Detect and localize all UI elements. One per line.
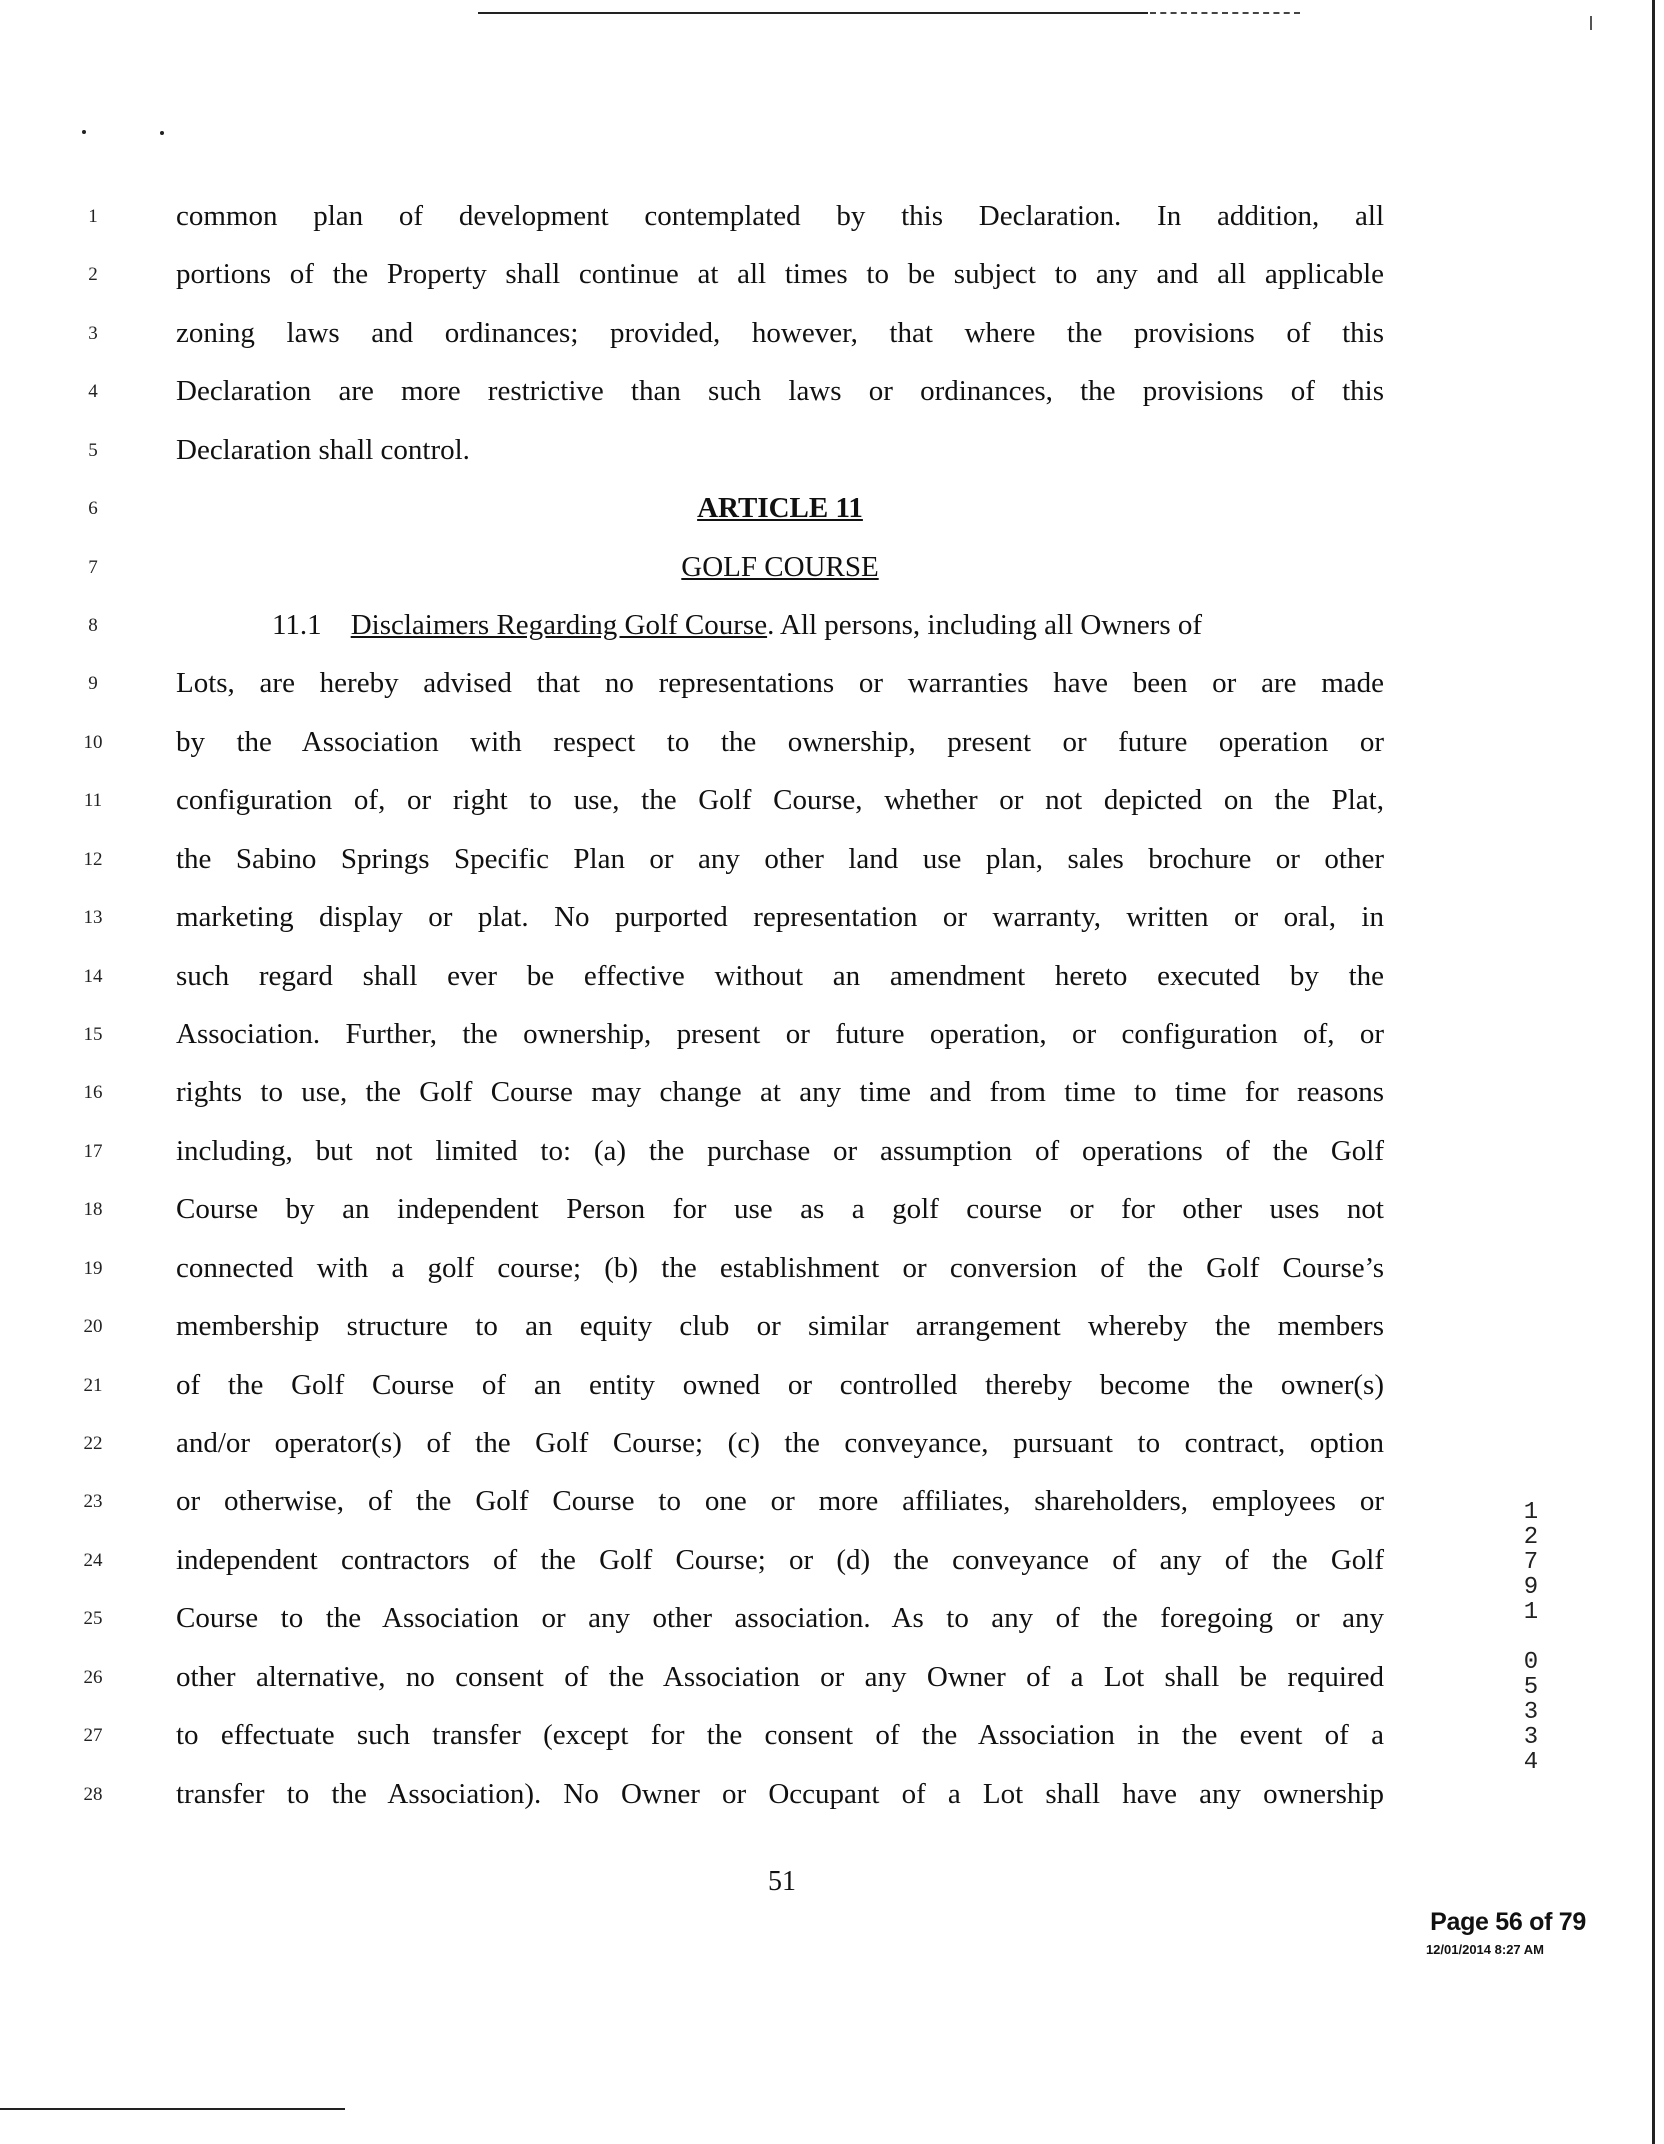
side-code-digit: 7 [1523,1549,1539,1576]
section-number: 11.1 [272,609,322,641]
text-line: to effectuate such transfer (except for the consent of the Association in the event of a [176,1719,1384,1751]
line-number: 16 [83,1082,103,1103]
line-number: 19 [83,1258,103,1279]
line-number: 1 [88,206,98,227]
line-number: 25 [83,1608,103,1629]
text-line: zoning laws and ordinances; provided, however, that where the provisions of this [176,317,1384,349]
text-line: transfer to the Association). No Owner or Occupant of a Lot shall have any ownership [176,1778,1384,1810]
line-number: 17 [83,1141,103,1162]
recording-timestamp: 12/01/2014 8:27 AM [1425,1942,1544,1957]
line-number: 6 [88,498,98,519]
scan-top-dash [1150,12,1300,14]
article-title [176,549,1384,585]
text-line: or otherwise, of the Golf Course to one or more affiliates, shareholders, employees or [176,1485,1384,1517]
line-number: 24 [83,1550,103,1571]
text-line: Declaration are more restrictive than such laws or ordinances, the provisions of this [176,375,1384,407]
page-number: 51 [768,1866,796,1897]
scan-dot [160,131,164,135]
text-line: membership structure to an equity club or similar arrangement whereby the members [176,1310,1384,1342]
article-title-text: GOLF COURSE [681,551,879,583]
line-number: 10 [83,732,103,753]
text-line: Declaration shall control. [176,434,470,466]
text-line: Course by an independent Person for use as a golf course or for other uses not [176,1193,1384,1225]
text-line: Course to the Association or any other association. As to any of the foregoing or any [176,1602,1384,1634]
text-line: rights to use, the Golf Course may change at any time and from time to time for reasons [176,1076,1384,1108]
line-number: 3 [88,323,98,344]
line-number: 13 [83,907,103,928]
side-document-code [1516,1500,1546,1775]
text-line: the Sabino Springs Specific Plan or any other land use plan, sales brochure or other [176,843,1384,875]
text-line: such regard shall ever be effective without an amendment hereto executed by the [176,960,1384,992]
text-line: common plan of development contemplated by this Declaration. In addition, all [176,200,1384,232]
side-code-digit: 4 [1523,1749,1539,1776]
text-line: marketing display or plat. No purported representation or warranty, written or oral, in [176,901,1384,933]
side-code-digit: 2 [1523,1524,1539,1551]
side-code-digit: 5 [1523,1674,1539,1701]
side-code-digit: 9 [1523,1574,1539,1601]
line-number: 9 [88,673,98,694]
recording-page-stamp: Page 56 of 79 [1430,1908,1586,1936]
line-number: 14 [83,966,103,987]
line-number: 2 [88,264,98,285]
text-line: configuration of, or right to use, the Golf Course, whether or not depicted on the Plat, [176,784,1384,816]
line-number: 12 [83,849,103,870]
line-number: 4 [88,381,98,402]
section-first-line [176,607,1384,643]
line-number: 22 [83,1433,103,1454]
section-title: Disclaimers Regarding Golf Course [350,609,768,641]
line-number: 27 [83,1725,103,1746]
text-line: of the Golf Course of an entity owned or controlled thereby become the owner(s) [176,1369,1384,1401]
text-line: portions of the Property shall continue at all times to be subject to any and all applicable [176,258,1384,290]
scan-bottom-rule [0,2108,345,2110]
side-code-digit: 3 [1523,1699,1539,1726]
text-line: independent contractors of the Golf Course; or (d) the conveyance of any of the Golf [176,1544,1384,1576]
scan-top-rule [478,12,1148,14]
article-heading-text: ARTICLE 11 [697,492,863,524]
line-number: 18 [83,1199,103,1220]
line-number: 21 [83,1375,103,1396]
scan-dot [82,130,86,134]
side-code-digit: 1 [1523,1599,1539,1626]
line-number: 8 [88,615,98,636]
text-line: other alternative, no consent of the Association or any Owner of a Lot shall be required [176,1661,1384,1693]
scan-tick-mark [1590,16,1592,30]
side-code-digit: 3 [1523,1724,1539,1751]
line-number: 23 [83,1491,103,1512]
section-first-line-rest: . All persons, including all Owners of [767,609,1203,641]
side-code-digit: 0 [1523,1649,1539,1676]
text-line: Lots, are hereby advised that no representations or warranties have been or are made [176,667,1384,699]
line-number: 7 [88,557,98,578]
line-number: 26 [83,1667,103,1688]
text-line: connected with a golf course; (b) the establishment or conversion of the Golf Course’s [176,1252,1384,1284]
text-line: including, but not limited to: (a) the purchase or assumption of operations of the Golf [176,1135,1384,1167]
side-code-digit: 1 [1523,1499,1539,1526]
line-number: 11 [83,790,103,811]
article-heading [176,490,1384,526]
line-number: 5 [88,440,98,461]
line-number: 28 [83,1784,103,1805]
text-line: and/or operator(s) of the Golf Course; (c) the conveyance, pursuant to contract, option [176,1427,1384,1459]
line-number: 15 [83,1024,103,1045]
side-code-gap [1516,1625,1546,1650]
text-line: by the Association with respect to the ownership, present or future operation or [176,726,1384,758]
line-number: 20 [83,1316,103,1337]
scan-right-edge [1652,0,1655,2144]
text-line: Association. Further, the ownership, present or future operation, or configuration of, or [176,1018,1384,1050]
